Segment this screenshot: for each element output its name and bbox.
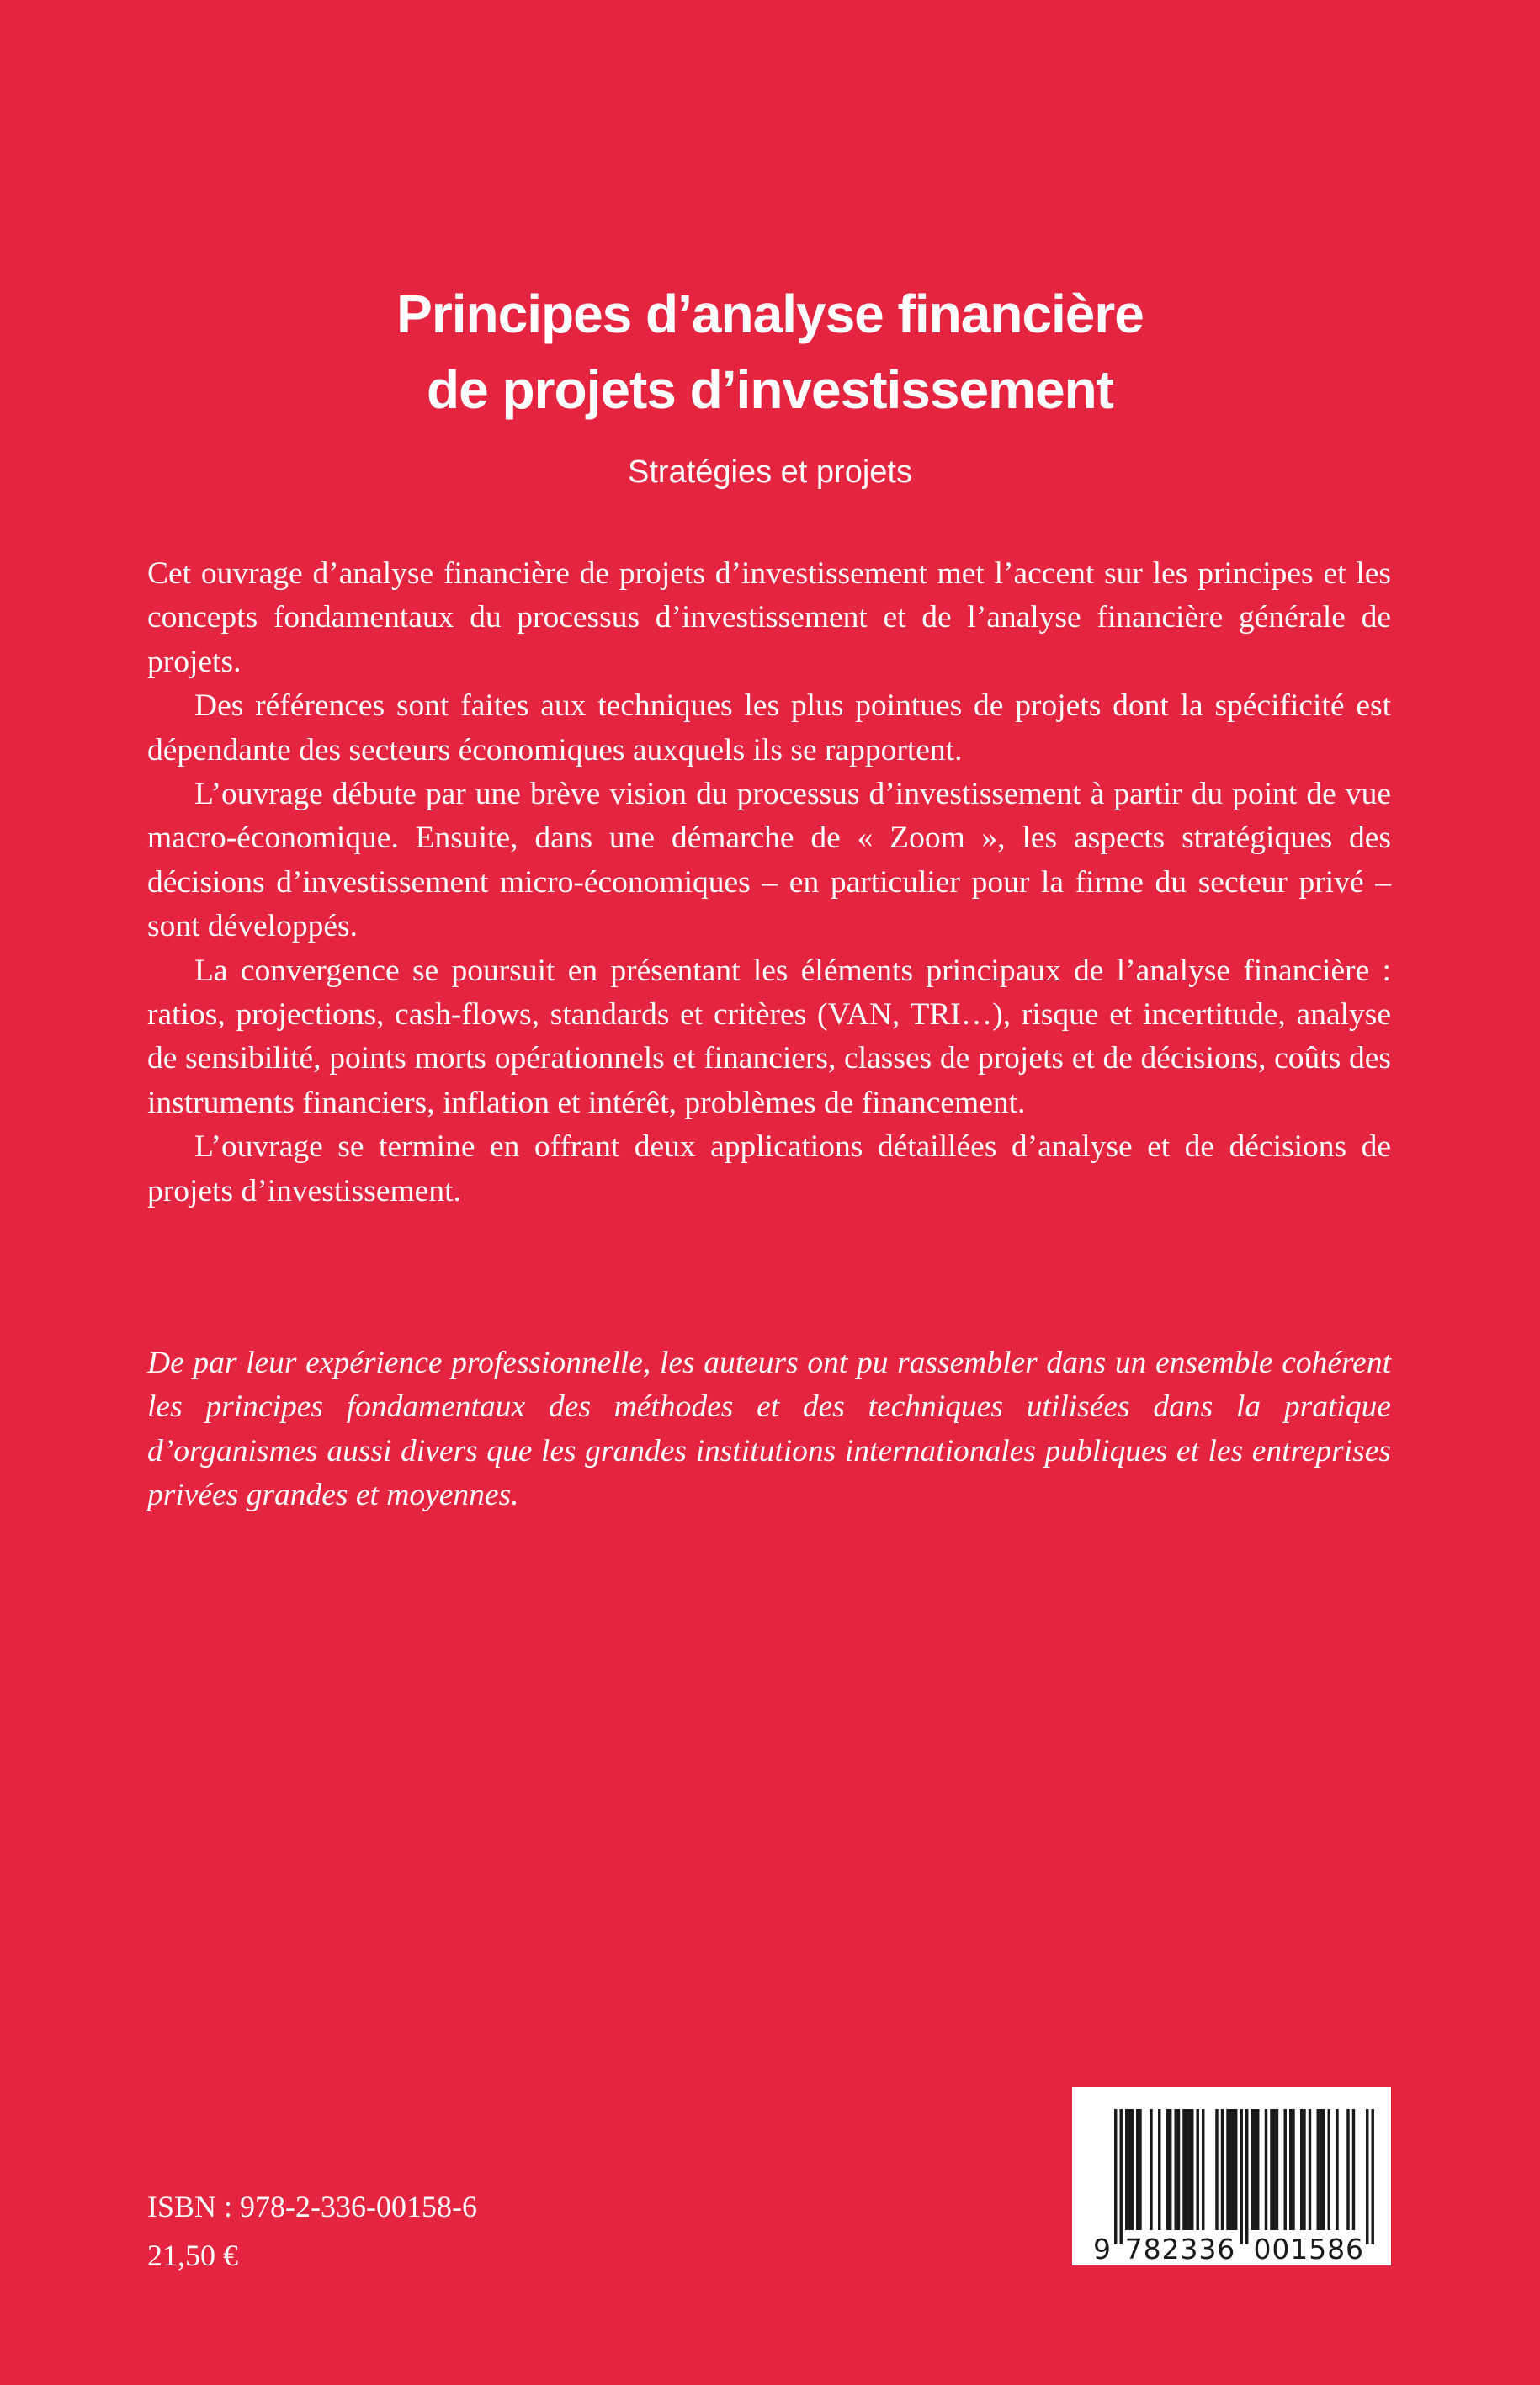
paragraph: Cet ouvrage d’analyse financière de projets d’investissement met l’accent sur les principes et les concepts fondamentaux du processus d’investissement et de l’analyse financière générale de projets. (147, 556, 1391, 679)
barcode-bar (1226, 2109, 1229, 2230)
title-line-1: Principes d’analyse financière (396, 284, 1144, 344)
barcode-bar (1276, 2109, 1278, 2230)
barcode-bar (1175, 2109, 1177, 2230)
barcode-bar (1245, 2109, 1248, 2244)
barcode-bar (1235, 2109, 1237, 2230)
barcode-bar (1182, 2109, 1185, 2230)
barcode-bar (1114, 2109, 1117, 2244)
barcode-bar (1270, 2109, 1272, 2230)
barcode-bar (1177, 2109, 1180, 2230)
barcode-digits: 9 (1093, 2233, 1111, 2265)
barcode-bar (1251, 2109, 1254, 2230)
barcode-graphic (1072, 2087, 1391, 2265)
barcode-bar (1158, 2109, 1160, 2230)
barcode-bar (1254, 2109, 1256, 2230)
barcode-bar (1128, 2109, 1130, 2230)
barcode-bar (1240, 2109, 1243, 2244)
barcode-bar (1139, 2109, 1141, 2230)
barcode-bar (1202, 2109, 1204, 2230)
book-subtitle: Stratégies et projets (628, 454, 912, 490)
barcode-bar (1317, 2109, 1320, 2230)
barcode-bar (1328, 2109, 1330, 2230)
paragraph: L’ouvrage se termine en offrant deux applications détaillées d’analyse et de décisions de projets d’investissement. (147, 1129, 1391, 1208)
barcode-digits: 782336 (1124, 2233, 1235, 2265)
description (147, 552, 1391, 1214)
barcode-bar (1150, 2109, 1152, 2230)
barcode-bar (1292, 2109, 1294, 2230)
barcode-bar (1256, 2109, 1259, 2230)
title-line-2: de projets d’investissement (427, 359, 1113, 420)
barcode-bar (1322, 2109, 1325, 2230)
barcode-bar (1284, 2109, 1287, 2230)
isbn: ISBN : 978-2-336-00158-6 (147, 2190, 477, 2223)
paragraph: La convergence se poursuit en présentant les éléments principaux de l’analyse financière : ratios, projections, cash-flows, standards et critères (VAN, TRI…), risque et incertitude, analyse de sensibilité, points morts opérationnels et financiers, classes de projets et de décisions, coûts des instruments financiers, inflation et intérêt, problèmes de financement. (147, 953, 1391, 1120)
barcode-bar (1336, 2109, 1338, 2230)
barcode-bar (1352, 2109, 1355, 2230)
barcode-bar (1232, 2109, 1235, 2230)
author-blurb: De par leur expérience professionnelle, les auteurs ont pu rassembler dans un ensemble cohérent les principes fondamentaux des méthodes et des techniques utilisées dans la pratique d’organismes aussi divers que les grandes institutions internationales publiques et les entreprises privées grandes et moyennes. (147, 1346, 1391, 1513)
barcode-bar (1221, 2109, 1224, 2230)
barcode-bar (1166, 2109, 1169, 2230)
barcode-bar (1125, 2109, 1128, 2230)
barcode-bar (1372, 2109, 1374, 2244)
barcode-bar (1136, 2109, 1139, 2230)
barcode-bar (1169, 2109, 1171, 2230)
paragraph: Des références sont faites aux techniques les plus pointues de projets dont la spécificité est dépendante des secteurs économiques auxquels ils se rapportent. (147, 688, 1391, 768)
barcode-bar (1309, 2109, 1311, 2230)
price: 21,50 € (147, 2239, 238, 2272)
barcode-bar (1131, 2109, 1134, 2230)
barcode-bar (1346, 2109, 1349, 2230)
barcode-bar (1120, 2109, 1123, 2244)
barcode-bar (1265, 2109, 1267, 2230)
barcode-bar (1320, 2109, 1322, 2230)
barcode-bar (1188, 2109, 1191, 2230)
barcode-bar (1197, 2109, 1199, 2230)
barcode-digits: 001586 (1253, 2233, 1363, 2265)
barcode-bar (1303, 2109, 1305, 2230)
barcode-bar (1300, 2109, 1303, 2230)
barcode-bar (1191, 2109, 1193, 2230)
barcode-bar (1186, 2109, 1188, 2230)
barcode-bar (1229, 2109, 1232, 2230)
barcode (1072, 2087, 1391, 2265)
barcode-bar (1289, 2109, 1292, 2230)
barcode-bar (1366, 2109, 1368, 2244)
book-title (0, 276, 1540, 428)
barcode-bar (1215, 2109, 1218, 2230)
paragraph: L’ouvrage débute par une brève vision du processus d’investissement à partir du point de vue macro-économique. Ensuite, dans une démarche de « Zoom », les aspects stratégiques des décisions d’investissement micro-économiques – en particulier pour la firme du secteur privé – sont développés. (147, 777, 1391, 944)
barcode-bar (1273, 2109, 1276, 2230)
